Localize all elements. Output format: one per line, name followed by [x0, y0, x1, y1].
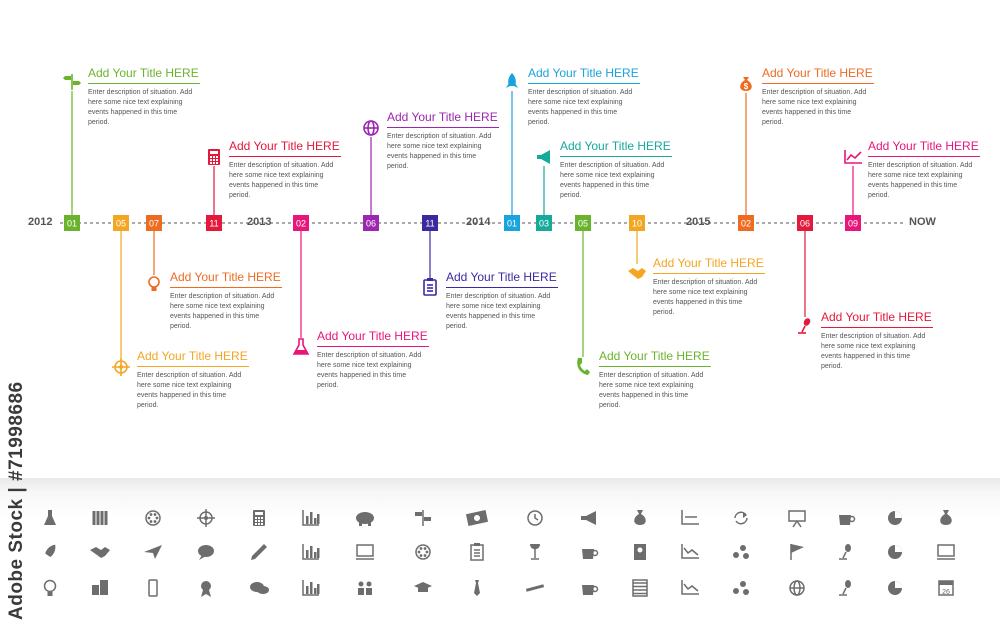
mug-icon — [582, 585, 598, 595]
year-label: 2012 — [28, 216, 53, 228]
event-title: Add Your Title HERE — [317, 329, 429, 347]
paper-plane-icon — [144, 545, 162, 559]
globe-icon — [790, 581, 804, 595]
year-label: NOW — [909, 216, 936, 228]
marker-label: 01 — [66, 218, 78, 229]
refresh-icon — [735, 512, 747, 524]
rocket-icon — [45, 542, 59, 557]
svg-text:$: $ — [743, 82, 749, 91]
event-description: Enter description of situation. Add here some nice text explaining events happened in this time period. — [387, 133, 492, 170]
piggy-bank-icon — [356, 512, 374, 526]
money-bag-icon — [634, 510, 646, 525]
calculator-icon — [253, 510, 265, 526]
chat-bubbles-icon — [250, 582, 269, 594]
abacus-icon — [633, 580, 647, 596]
graduation-cap-icon — [414, 582, 432, 592]
event-title: Add Your Title HERE — [762, 66, 874, 84]
bar-chart-icon — [303, 544, 320, 559]
marker-label: 06 — [799, 218, 811, 229]
laptop-icon — [937, 545, 955, 559]
event-title: Add Your Title HERE — [446, 270, 558, 288]
film-reel-icon — [416, 545, 430, 559]
banknote-icon — [466, 510, 488, 526]
marker-label: 10 — [631, 218, 643, 229]
pie-chart-icon — [888, 511, 902, 525]
calendar-icon — [939, 581, 953, 596]
event-title: Add Your Title HERE — [599, 349, 711, 367]
line-chart-icon — [682, 580, 699, 594]
event-description: Enter description of situation. Add here some nice text explaining events happened in this time period. — [868, 162, 973, 199]
event-title: Add Your Title HERE — [821, 310, 933, 328]
pie-chart-icon — [888, 581, 902, 595]
event-description: Enter description of situation. Add here some nice text explaining events happened in this time period. — [762, 89, 867, 126]
bar-chart-icon — [303, 510, 320, 525]
event-title: Add Your Title HERE — [653, 256, 765, 274]
lightbulb-icon — [45, 581, 56, 597]
event-title: Add Your Title HERE — [137, 349, 249, 367]
event-title: Add Your Title HERE — [528, 66, 640, 84]
event-title: Add Your Title HERE — [88, 66, 200, 84]
event-description: Enter description of situation. Add here some nice text explaining events happened in this time period. — [446, 293, 551, 330]
marker-label: 05 — [115, 218, 127, 229]
marker-label: 05 — [577, 218, 589, 229]
award-ribbon-icon — [201, 581, 211, 597]
microphone-icon — [839, 544, 851, 559]
coins-icon — [733, 581, 749, 595]
event-description: Enter description of situation. Add here some nice text explaining events happened in this time period. — [229, 162, 334, 199]
event-description: Enter description of situation. Add here some nice text explaining events happened in this time period. — [560, 162, 665, 199]
marker-label: 07 — [148, 218, 160, 229]
axis-chart-icon — [682, 510, 699, 524]
coffee-cup-icon — [582, 549, 598, 559]
year-label: 2014 — [466, 216, 491, 228]
marker-label: 09 — [847, 218, 859, 229]
calendar-day: 26 — [942, 589, 950, 596]
clock-icon — [528, 511, 542, 525]
stars-icon — [733, 545, 749, 559]
flag-icon — [791, 544, 804, 560]
event-description: Enter description of situation. Add here some nice text explaining events happened in this time period. — [317, 352, 422, 389]
handshake-icon — [90, 547, 110, 558]
tie-icon — [474, 580, 480, 596]
money-bag-icon — [940, 510, 952, 525]
event-description: Enter description of situation. Add here some nice text explaining events happened in this time period. — [821, 333, 926, 370]
event-title: Add Your Title HERE — [560, 139, 672, 157]
marker-label: 11 — [209, 218, 219, 229]
event-description: Enter description of situation. Add here some nice text explaining events happened in this time period. — [599, 372, 704, 409]
megaphone-icon — [581, 511, 596, 525]
stock-watermark: Adobe Stock | #71998686 — [6, 381, 27, 620]
event-description: Enter description of situation. Add here some nice text explaining events happened in this time period. — [170, 293, 275, 330]
presentation-icon — [789, 511, 805, 527]
marker-label: 01 — [506, 218, 518, 229]
event-description: Enter description of situation. Add here some nice text explaining events happened in this time period. — [137, 372, 242, 409]
event-title: Add Your Title HERE — [387, 110, 499, 128]
line-chart-icon — [682, 544, 699, 558]
year-label: 2013 — [247, 216, 272, 228]
target-icon — [197, 509, 215, 527]
pie-chart-icon — [888, 545, 902, 559]
clipboard-icon — [471, 543, 483, 560]
marker-label: 03 — [538, 218, 550, 229]
event-title: Add Your Title HERE — [170, 270, 282, 288]
year-label: 2015 — [686, 216, 711, 228]
monitor-icon — [356, 545, 374, 559]
wine-glass-icon — [530, 544, 540, 559]
event-description: Enter description of situation. Add here some nice text explaining events happened in this time period. — [88, 89, 193, 126]
marker-label: 02 — [295, 218, 307, 229]
pencil-icon — [251, 544, 267, 560]
signpost-icon — [415, 510, 431, 526]
microphone-icon — [839, 580, 851, 595]
pinwheel-icon — [146, 511, 160, 525]
marker-label: 11 — [425, 218, 435, 229]
event-title: Add Your Title HERE — [868, 139, 980, 157]
address-book-icon — [634, 544, 646, 560]
marker-label: 06 — [365, 218, 377, 229]
bar-chart-icon — [303, 580, 320, 595]
people-icon — [358, 582, 372, 596]
buildings-icon — [92, 580, 108, 595]
cigarette-icon — [526, 584, 544, 592]
event-title: Add Your Title HERE — [229, 139, 341, 157]
books-icon — [93, 511, 108, 525]
speech-bubble-icon — [198, 545, 214, 560]
phone-icon — [149, 580, 157, 596]
coffee-cup-icon — [839, 515, 855, 525]
flask-icon — [44, 510, 56, 525]
event-description: Enter description of situation. Add here some nice text explaining events happened in this time period. — [653, 279, 758, 316]
event-description: Enter description of situation. Add here some nice text explaining events happened in this time period. — [528, 89, 633, 126]
marker-label: 02 — [740, 218, 752, 229]
